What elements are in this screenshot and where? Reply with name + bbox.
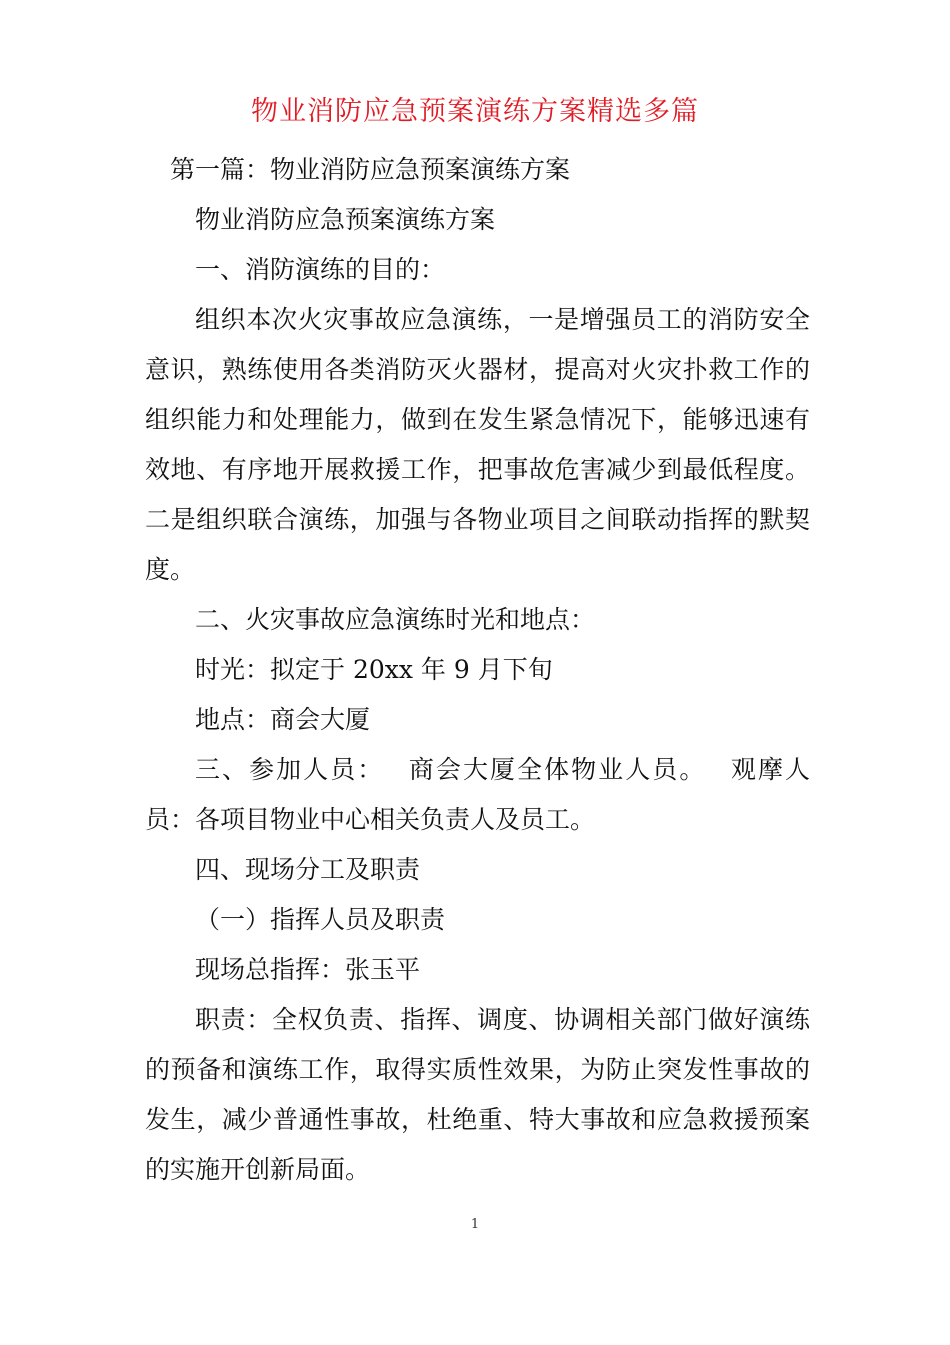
paragraph-commander: 现场总指挥：张玉平 [195, 955, 421, 984]
paragraph-part-heading: 第一篇：物业消防应急预案演练方案 [170, 155, 571, 184]
paragraph-section-time-place: 二、火灾事故应急演练时光和地点： [195, 605, 596, 634]
document-title: 物业消防应急预案演练方案精选多篇 [251, 96, 699, 127]
paragraph-purpose-body: 组织本次火灾事故应急演练，一是增强员工的消防安全意识，熟练使用各类消防灭火器材，提高对火灾扑救工作的组织能力和处理能力，做到在发生紧急情况下，能够迅速有效地、有序地开展救援工作，把事故危害减少到最低程度。二是组织联合演练，加强与各物业项目之间联动指挥的默契度。 [145, 305, 810, 584]
paragraph-time: 时光：拟定于 20xx 年 9 月下旬 [195, 655, 553, 684]
page-number: 1 [470, 1217, 480, 1232]
paragraph-command-duties: （一）指挥人员及职责 [195, 905, 446, 934]
paragraph-participants: 三、参加人员： 商会大厦全体物业人员。 观摩人员：各项目物业中心相关负责人及员工。 [145, 755, 810, 834]
paragraph-plan-title: 物业消防应急预案演练方案 [195, 205, 496, 234]
paragraph-section-purpose: 一、消防演练的目的： [195, 255, 446, 284]
paragraph-responsibilities: 职责：全权负责、指挥、调度、协调相关部门做好演练的预备和演练工作，取得实质性效果，为防止突发性事故的发生，减少普通性事故，杜绝重、特大事故和应急救援预案的实施开创新局面。 [145, 1005, 810, 1184]
paragraph-section-duties: 四、现场分工及职责 [195, 855, 421, 884]
document-body [145, 145, 810, 1195]
paragraph-place: 地点：商会大厦 [195, 705, 371, 734]
